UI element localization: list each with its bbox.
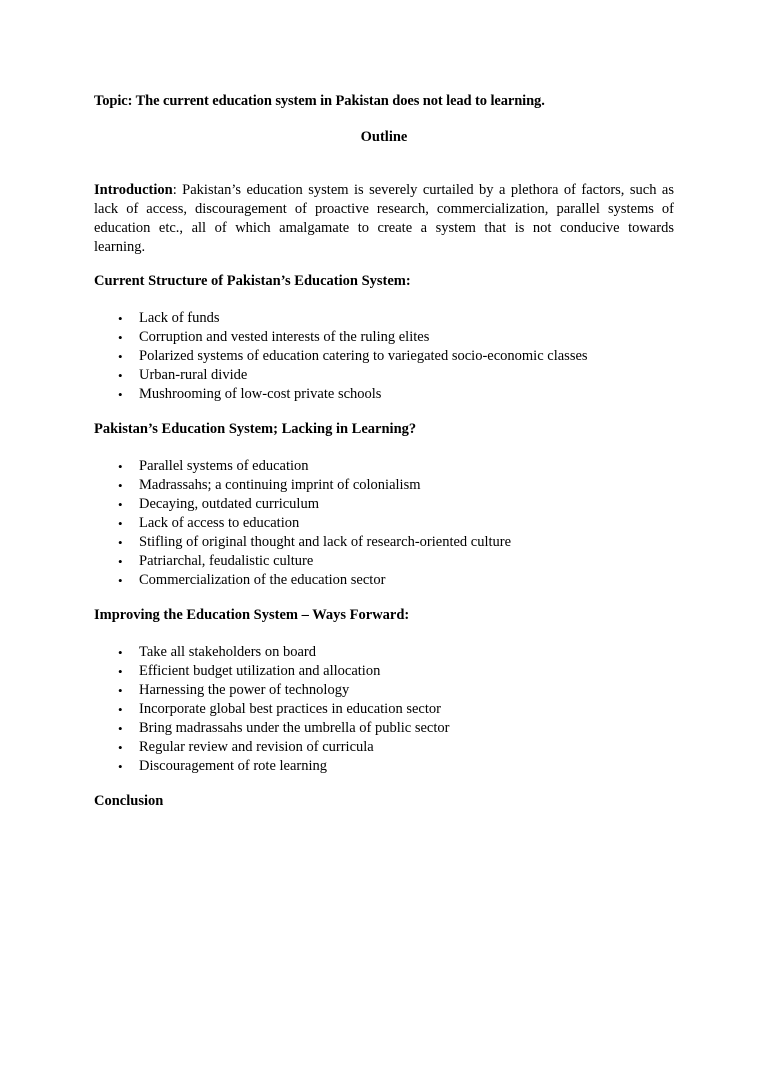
list-item-text: Mushrooming of low-cost private schools (139, 386, 382, 402)
bullet-icon: • (118, 478, 123, 493)
list-item-text: Efficient budget utilization and allocation (139, 663, 381, 679)
bullet-list-current-structure (118, 309, 678, 404)
list-item-text: Decaying, outdated curriculum (139, 496, 319, 512)
list-item-text: Lack of access to education (139, 515, 300, 531)
list-item-text: Incorporate global best practices in education sector (139, 701, 441, 717)
list-item-text: Stifling of original thought and lack of research-oriented culture (139, 534, 512, 550)
list-item (118, 514, 678, 533)
list-item (118, 347, 678, 366)
bullet-icon: • (118, 349, 123, 364)
section-heading-lacking-in-learning: Pakistan’s Education System; Lacking in Learning? (94, 421, 417, 437)
list-item (118, 366, 678, 385)
introduction-text: : Pakistan’s education system is severely curtailed by a plethora of factors, such as lack of access, discouragement of proactive research, commercialization, parallel systems of education etc., all of which amalgamate to create a system that is not conducive towards learning. (94, 182, 674, 255)
section-heading-ways-forward: Improving the Education System – Ways Forward: (94, 607, 410, 623)
bullet-icon: • (118, 740, 123, 755)
outline-title (0, 128, 768, 147)
list-item (118, 552, 678, 571)
bullet-icon: • (118, 497, 123, 512)
bullet-icon: • (118, 645, 123, 660)
bullet-icon: • (118, 554, 123, 569)
list-item-text: Patriarchal, feudalistic culture (139, 553, 314, 569)
list-item (118, 495, 678, 514)
list-item-text: Urban-rural divide (139, 367, 248, 383)
list-item-text: Take all stakeholders on board (139, 644, 316, 660)
list-item-text: Polarized systems of education catering to variegated socio-economic classes (139, 348, 588, 364)
list-item-text: Lack of funds (139, 310, 220, 326)
bullet-icon: • (118, 683, 123, 698)
list-item (118, 476, 678, 495)
bullet-icon: • (118, 311, 123, 326)
bullet-icon: • (118, 459, 123, 474)
list-item (118, 700, 678, 719)
list-item (118, 681, 678, 700)
list-item-text: Regular review and revision of curricula (139, 739, 374, 755)
list-item (118, 309, 678, 328)
bullet-icon: • (118, 387, 123, 402)
list-item-text: Madrassahs; a continuing imprint of colonialism (139, 477, 421, 493)
outline-title-text: Outline (360, 129, 408, 145)
bullet-list-ways-forward (118, 643, 678, 776)
list-item-text: Corruption and vested interests of the ruling elites (139, 329, 430, 345)
list-item (118, 719, 678, 738)
bullet-icon: • (118, 759, 123, 774)
list-item (118, 738, 678, 757)
list-item-text: Commercialization of the education sector (139, 572, 386, 588)
topic-heading: Topic: The current education system in Pakistan does not lead to learning. (94, 93, 545, 109)
bullet-icon: • (118, 721, 123, 736)
list-item (118, 643, 678, 662)
bullet-icon: • (118, 368, 123, 383)
list-item (118, 457, 678, 476)
bullet-icon: • (118, 516, 123, 531)
bullet-icon: • (118, 702, 123, 717)
list-item-text: Bring madrassahs under the umbrella of public sector (139, 720, 450, 736)
list-item (118, 533, 678, 552)
section-heading-current-structure: Current Structure of Pakistan’s Education System: (94, 273, 411, 289)
bullet-icon: • (118, 573, 123, 588)
bullet-icon: • (118, 664, 123, 679)
bullet-icon: • (118, 330, 123, 345)
list-item (118, 571, 678, 590)
bullet-list-lacking-in-learning (118, 457, 678, 590)
list-item-text: Harnessing the power of technology (139, 682, 350, 698)
introduction-label: Introduction (94, 182, 173, 198)
introduction-paragraph (94, 181, 674, 257)
list-item-text: Discouragement of rote learning (139, 758, 328, 774)
list-item-text: Parallel systems of education (139, 458, 309, 474)
conclusion-heading: Conclusion (94, 793, 164, 809)
list-item (118, 662, 678, 681)
bullet-icon: • (118, 535, 123, 550)
list-item (118, 385, 678, 404)
list-item (118, 757, 678, 776)
list-item (118, 328, 678, 347)
